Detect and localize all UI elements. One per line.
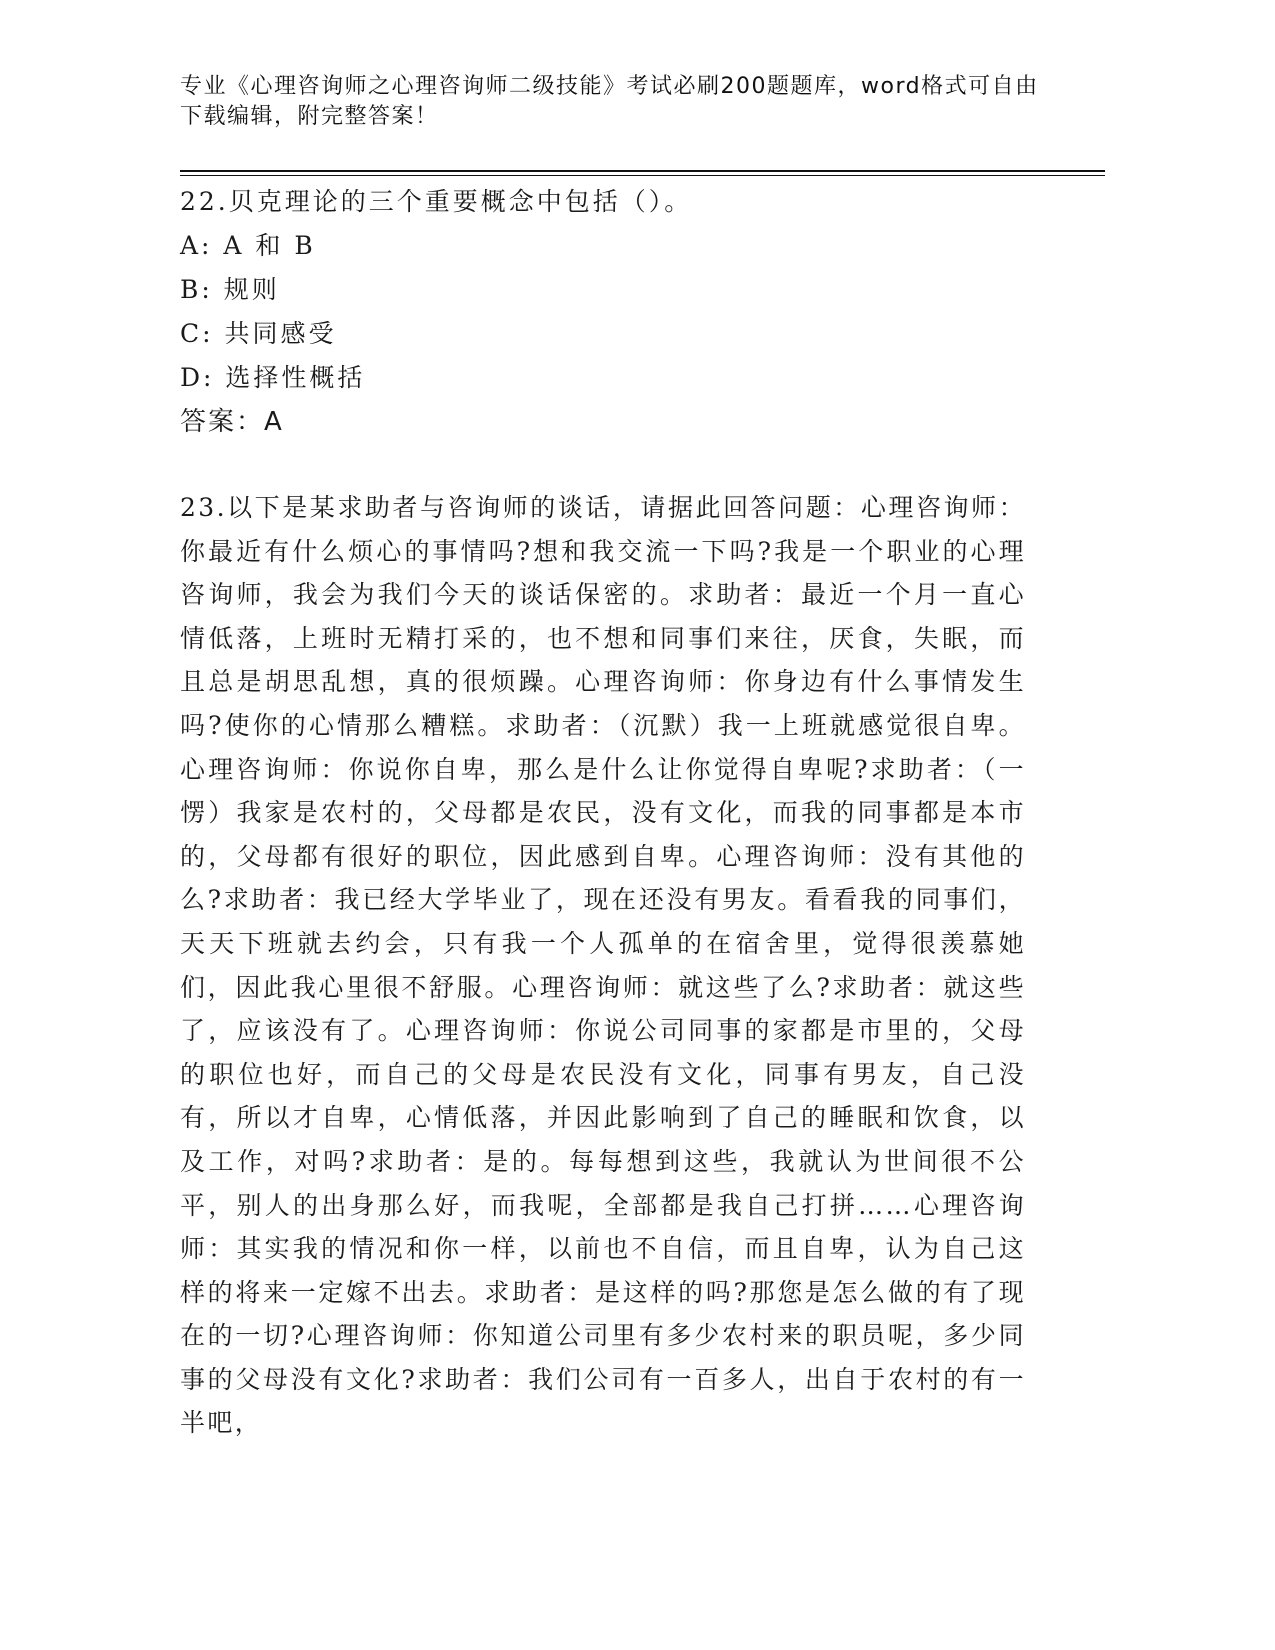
question-22 [180,180,1040,444]
document-header: 专业《心理咨询师之心理咨询师二级技能》考试必刷200题题库，word格式可自由下载编辑，附完整答案！ [180,74,1039,129]
question-23: 23.以下是某求助者与咨询师的谈话，请据此回答问题：心理咨询师：你最近有什么烦心的事情吗?想和我交流一下吗?我是一个职业的心理咨询师，我会为我们今天的谈话保密的。求助者：最近一个月一直心情低落，上班时无精打采的，也不想和同事们来往，厌食，失眠，而且总是胡思乱想，真的很烦躁。心理咨询师：你身边有什么事情发生吗?使你的心情那么糟糕。求助者：（沉默）我一上班就感觉很自卑。心理咨询师：你说你自卑，那么是什么让你觉得自卑呢?求助者：（一愣）我家是农村的，父母都是农民，没有文化，而我的同事都是本市的，父母都有很好的职位，因此感到自卑。心理咨询师：没有其他的么?求助者：我已经大学毕业了，现在还没有男友。看看我的同事们，天天下班就去约会，只有我一个人孤单的在宿舍里，觉得很羡慕她们，因此我心里很不舒服。心理咨询师：就这些了么?求助者：就这些了，应该没有了。心理咨询师：你说公司同事的家都是市里的，父母的职位也好，而自己的父母是农民没有文化，同事有男友，自己没有，所以才自卑，心情低落，并因此影响到了自己的睡眠和饮食，以及工作，对吗?求助者：是的。每每想到这些，我就认为世间很不公平，别人的出身那么好，而我呢，全部都是我自己打拼……心理咨询师：其实我的情况和你一样，以前也不自信，而且自卑，认为自己这样的将来一定嫁不出去。求助者：是这样的吗?那您是怎么做的有了现在的一切?心理咨询师：你知道公司里有多少农村来的职员呢，多少同事的父母没有文化?求助者：我们公司有一百多人，出自于农村的有一半吧， [180,493,1026,1438]
header-divider [180,170,1105,172]
option-c: C: 共同感受 [180,319,337,348]
option-a: A: A 和 B [180,231,316,260]
question-stem: 22.贝克理论的三个重要概念中包括（）。 [180,187,693,216]
option-b: B: 规则 [180,275,280,304]
answer-line: 答案：A [180,407,284,437]
option-d: D: 选择性概括 [180,363,366,392]
header-divider-thin [180,175,1105,176]
